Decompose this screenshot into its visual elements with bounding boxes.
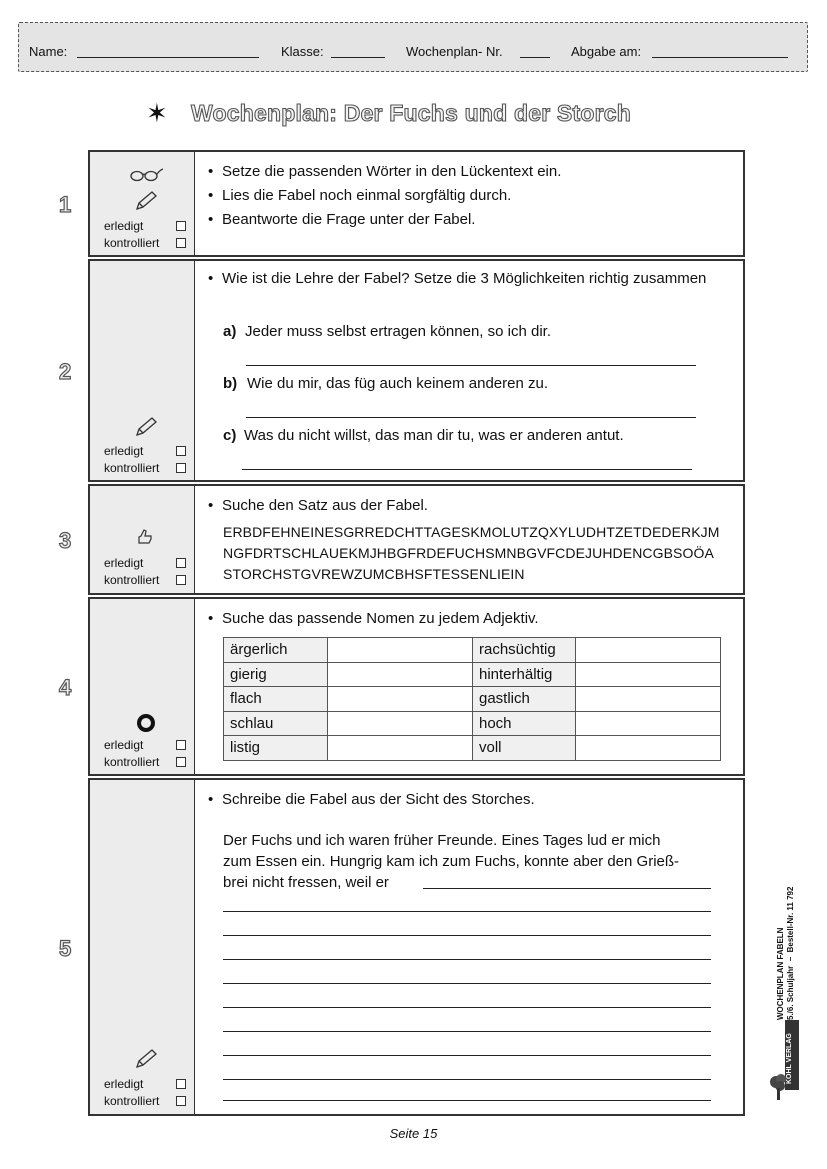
adjective-noun-table — [223, 637, 721, 761]
adjective-cell: rachsüchtig — [473, 638, 576, 663]
writing-line[interactable] — [223, 983, 711, 984]
word-search-grid — [223, 522, 720, 585]
adjective-cell: ärgerlich — [224, 638, 328, 663]
option-text: Was du nicht willst, das man dir tu, was er anderen antut. — [244, 427, 624, 444]
due-date-field[interactable] — [652, 46, 788, 58]
task-item: • Lies die Fabel noch einmal sorgfältig durch. — [206, 184, 561, 208]
table-row — [224, 687, 721, 712]
plan-number-field[interactable] — [520, 46, 550, 58]
option-letter: b) — [223, 375, 238, 392]
writing-line[interactable] — [223, 1055, 711, 1056]
section-number: 4 — [59, 675, 72, 700]
noun-answer-cell[interactable] — [576, 662, 721, 687]
checked-label: kontrolliert — [104, 461, 160, 475]
section-sidebar — [90, 486, 195, 593]
done-label: erledigt — [104, 219, 144, 233]
adjective-cell: gastlich — [473, 687, 576, 712]
adjective-cell: flach — [224, 687, 328, 712]
task-section-5 — [88, 778, 745, 1116]
pencil-icon — [134, 416, 160, 438]
writing-line[interactable] — [223, 1100, 711, 1101]
story-line: zum Essen ein. Hungrig kam ich zum Fuchs, konnte aber den Grieß- — [223, 853, 680, 870]
class-field[interactable] — [331, 46, 385, 58]
student-info-header — [18, 22, 808, 72]
done-label: erledigt — [104, 738, 144, 752]
class-label: Klasse: — [281, 44, 324, 59]
star-icon: ✶ — [146, 98, 168, 128]
writing-line[interactable] — [223, 1079, 711, 1080]
section-number: 2 — [59, 359, 72, 384]
done-label: erledigt — [104, 1077, 144, 1091]
title-area — [0, 98, 827, 134]
glasses-icon — [128, 164, 164, 184]
plan-number-label: Wochenplan- Nr. — [406, 44, 503, 59]
checked-label: kontrolliert — [104, 573, 160, 587]
story-line: brei nicht fressen, weil er — [223, 874, 389, 891]
noun-answer-cell[interactable] — [576, 711, 721, 736]
done-checkbox[interactable] — [176, 1079, 186, 1089]
writing-line[interactable] — [223, 959, 711, 960]
task-list — [206, 607, 539, 631]
writing-line[interactable] — [423, 888, 711, 889]
checked-label: kontrolliert — [104, 236, 160, 250]
checked-checkbox[interactable] — [176, 463, 186, 473]
letter-row: ERBDFEHNEINESGRREDCHTTAGESKMOLUTZQXYLUDHTZETDEDERKJM — [223, 524, 720, 540]
pencil-icon — [134, 190, 160, 212]
done-label: erledigt — [104, 444, 144, 458]
task-item: • Setze die passenden Wörter in den Lückentext ein. — [206, 160, 561, 184]
noun-answer-cell[interactable] — [328, 638, 473, 663]
task-section-2 — [88, 259, 745, 482]
name-field[interactable] — [77, 46, 259, 58]
answer-line[interactable] — [242, 469, 692, 470]
pencil-icon — [134, 1048, 160, 1070]
noun-answer-cell[interactable] — [328, 662, 473, 687]
task-item: • Wie ist die Lehre der Fabel? Setze die 3 Möglichkeiten richtig zusammen — [206, 269, 726, 289]
task-item: • Suche das passende Nomen zu jedem Adjektiv. — [206, 607, 539, 631]
task-item: • Suche den Satz aus der Fabel. — [206, 494, 428, 518]
section-sidebar — [90, 152, 195, 255]
task-list — [206, 160, 561, 232]
section-sidebar — [90, 599, 195, 774]
page-title: Wochenplan: Der Fuchs und der Storch — [191, 100, 631, 126]
checked-checkbox[interactable] — [176, 1096, 186, 1106]
task-list — [206, 788, 535, 812]
done-checkbox[interactable] — [176, 740, 186, 750]
table-row — [224, 736, 721, 761]
checked-checkbox[interactable] — [176, 757, 186, 767]
status-checkboxes — [104, 555, 186, 589]
name-label: Name: — [29, 44, 68, 59]
page-number: Seite 15 — [389, 1126, 438, 1141]
writing-line[interactable] — [223, 1007, 711, 1008]
checked-label: kontrolliert — [104, 755, 160, 769]
story-line: Der Fuchs und ich waren früher Freunde. Eines Tages lud er mich — [223, 832, 661, 849]
noun-answer-cell[interactable] — [328, 711, 473, 736]
writing-line[interactable] — [223, 1031, 711, 1032]
done-checkbox[interactable] — [176, 221, 186, 231]
noun-answer-cell[interactable] — [328, 736, 473, 761]
letter-row: STORCHSTGVREWZUMCBHSFTESSENLIEIN — [223, 566, 525, 582]
section-sidebar — [90, 261, 195, 480]
checked-checkbox[interactable] — [176, 575, 186, 585]
checked-checkbox[interactable] — [176, 238, 186, 248]
order-number: Bestell-Nr. 11 792 — [786, 886, 795, 953]
due-date-label: Abgabe am: — [571, 44, 642, 59]
adjective-cell: schlau — [224, 711, 328, 736]
option-letter: c) — [223, 427, 237, 444]
task-list — [206, 494, 428, 518]
noun-answer-cell[interactable] — [576, 687, 721, 712]
writing-line[interactable] — [223, 935, 711, 936]
done-label: erledigt — [104, 556, 144, 570]
table-row — [224, 638, 721, 663]
publisher-name: KOHL VERLAG — [786, 1033, 793, 1084]
circle-icon — [136, 713, 156, 733]
pointing-hand-icon — [136, 528, 154, 546]
option-text: Wie du mir, das füg auch keinem anderen zu. — [247, 375, 548, 392]
status-checkboxes — [104, 1076, 186, 1110]
table-row — [224, 711, 721, 736]
noun-answer-cell[interactable] — [576, 638, 721, 663]
done-checkbox[interactable] — [176, 446, 186, 456]
answer-line[interactable] — [246, 417, 696, 418]
adjective-cell: gierig — [224, 662, 328, 687]
letter-row: NGFDRTSCHLAUEKMJHBGFRDEFUCHSMNBGVFCDEJUHDENCGBSOÖA — [223, 545, 714, 561]
writing-line[interactable] — [223, 911, 711, 912]
series-title: WOCHENPLAN FABELN — [776, 927, 785, 1020]
option-letter: a) — [223, 323, 237, 340]
series-info: WOCHENPLAN FABELN 5./6. Schuljahr – Bestell-Nr. 11 792 — [776, 845, 816, 1020]
adjective-cell: hinterhältig — [473, 662, 576, 687]
adjective-cell: hoch — [473, 711, 576, 736]
section-sidebar — [90, 780, 195, 1114]
grade-info: 5./6. Schuljahr — [786, 965, 795, 1020]
status-checkboxes — [104, 737, 186, 771]
adjective-cell: listig — [224, 736, 328, 761]
task-section-1 — [88, 150, 745, 257]
section-number: 1 — [59, 192, 72, 217]
table-row — [224, 662, 721, 687]
done-checkbox[interactable] — [176, 558, 186, 568]
status-checkboxes — [104, 218, 186, 252]
task-section-4 — [88, 597, 745, 776]
task-item: • Beantworte die Frage unter der Fabel. — [206, 208, 561, 232]
answer-line[interactable] — [246, 365, 696, 366]
task-section-3 — [88, 484, 745, 595]
tree-logo-icon — [768, 1072, 790, 1102]
task-list — [206, 269, 726, 289]
section-number: 5 — [59, 936, 72, 961]
checked-label: kontrolliert — [104, 1094, 160, 1108]
noun-answer-cell[interactable] — [576, 736, 721, 761]
status-checkboxes — [104, 443, 186, 477]
noun-answer-cell[interactable] — [328, 687, 473, 712]
option-text: Jeder muss selbst ertragen können, so ich dir. — [245, 323, 551, 340]
adjective-cell: voll — [473, 736, 576, 761]
task-item: • Schreibe die Fabel aus der Sicht des Storches. — [206, 788, 535, 812]
section-number: 3 — [59, 528, 72, 553]
